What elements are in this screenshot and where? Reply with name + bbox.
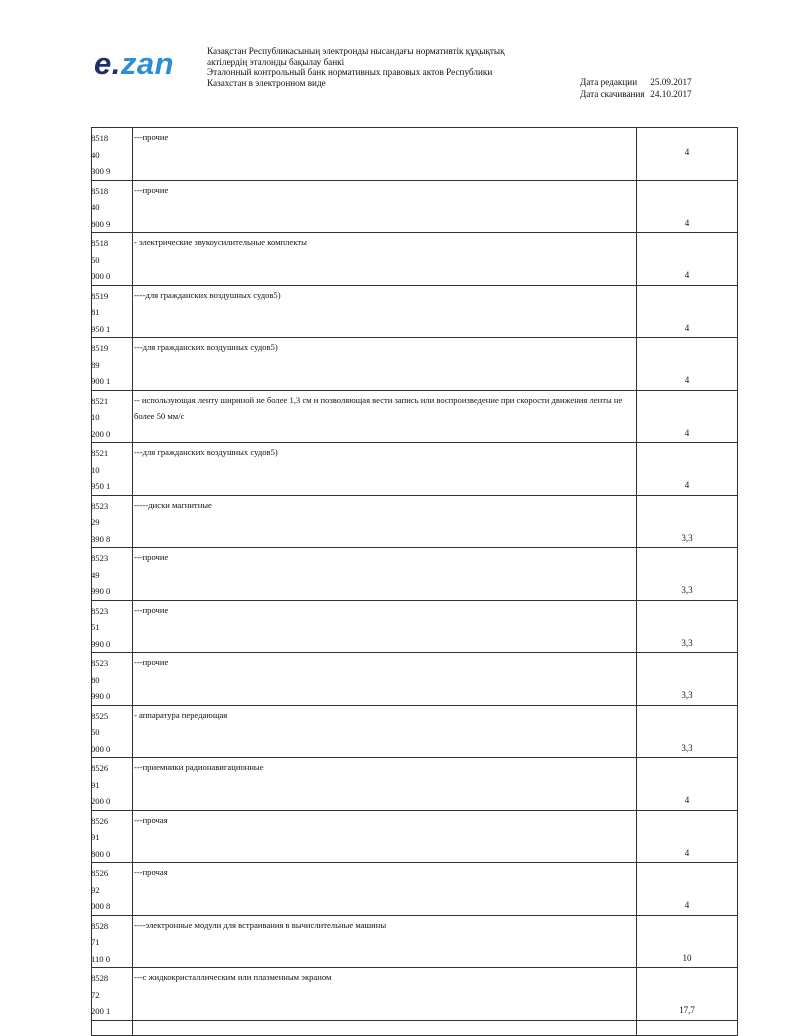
goods-description: ---прочие — [134, 604, 169, 615]
rate-cell — [637, 128, 738, 181]
table-row — [92, 653, 738, 706]
empty-cell — [133, 1020, 637, 1035]
hs-code-part: 50 — [91, 727, 100, 737]
ezan-logo — [94, 48, 174, 79]
rate-cell — [637, 863, 738, 916]
hs-code-part: 200 0 — [91, 428, 111, 439]
empty-cell — [637, 1020, 738, 1035]
duty-rate: 10 — [682, 952, 692, 963]
description-cell — [133, 810, 637, 863]
hs-code-part: 950 1 — [91, 481, 111, 491]
hs-code-part: 000 8 — [91, 901, 111, 911]
table-row — [92, 180, 738, 233]
hs-code — [91, 181, 132, 233]
code-cell — [92, 128, 133, 181]
code-cell — [92, 285, 133, 338]
code-cell — [92, 180, 133, 233]
rate-cell — [637, 338, 738, 391]
description-cell — [133, 705, 637, 758]
header-line: Казақстан Республикасының электронды нысандағы нормативтік құқықтық — [207, 46, 505, 56]
download-date-label: Дата скачивания — [580, 89, 645, 99]
goods-description: - аппаратура передающая — [134, 709, 228, 720]
rate-cell — [637, 653, 738, 706]
hs-code-part: 8523 — [91, 500, 109, 511]
table-row — [92, 863, 738, 916]
rate-cell — [637, 495, 738, 548]
description-cell — [133, 968, 637, 1021]
code-cell — [92, 233, 133, 286]
description-cell — [133, 758, 637, 811]
hs-code-part: 40 — [91, 202, 100, 212]
empty-cell — [92, 1020, 133, 1035]
rate-cell — [637, 443, 738, 496]
hs-code-part: 92 — [91, 884, 100, 895]
edition-date-row — [580, 76, 692, 88]
code-cell — [92, 915, 133, 968]
hs-code — [91, 601, 132, 653]
header-line: Эталонный контрольный банк нормативных правовых актов Республики — [207, 67, 493, 78]
hs-code-part: 8523 — [91, 553, 109, 563]
goods-description: ----для гражданских воздушных судов5) — [134, 289, 281, 300]
hs-code-part: 8526 — [91, 815, 109, 826]
goods-description: ---для гражданских воздушных судов5) — [134, 342, 278, 352]
code-cell — [92, 495, 133, 548]
table-row — [92, 600, 738, 653]
description-cell — [133, 653, 637, 706]
table-row — [92, 390, 738, 443]
hs-code-part: 110 0 — [91, 953, 111, 964]
rate-cell — [637, 600, 738, 653]
duty-rate: 4 — [684, 147, 690, 157]
rate-cell — [637, 548, 738, 601]
hs-code — [91, 653, 132, 705]
hs-code-part: 990 0 — [91, 691, 111, 701]
hs-code — [91, 811, 132, 863]
duty-rate: 3,3 — [681, 532, 693, 543]
description-cell — [133, 915, 637, 968]
hs-code-part: 8519 — [91, 290, 109, 301]
logo-dot: . — [111, 46, 121, 81]
hs-code — [91, 968, 132, 1020]
hs-code-part: 000 0 — [91, 271, 111, 281]
hs-code-part: 8528 — [91, 920, 109, 931]
rate-cell — [637, 285, 738, 338]
description-cell — [133, 180, 637, 233]
code-cell — [92, 705, 133, 758]
goods-description: -- использующая ленту шириной не более 1,3 см и позволяющая вести запись или воспроизведение при скорости движения ленты не более 50 мм/с — [134, 394, 623, 421]
hs-code-part: 80 — [91, 674, 100, 685]
table-row — [92, 915, 738, 968]
description-cell — [133, 285, 637, 338]
hs-code-part: 8523 — [91, 605, 109, 616]
hs-code-part: 8523 — [91, 658, 109, 668]
hs-code-part: 200 1 — [91, 1006, 111, 1016]
header-description — [207, 46, 567, 88]
hs-code-part: 8526 — [91, 868, 109, 878]
hs-code — [91, 758, 132, 810]
hs-code-part: 91 — [91, 832, 100, 842]
header-line: Казахстан в электронном виде — [207, 77, 326, 88]
hs-code-part: 8525 — [91, 710, 109, 721]
tariff-table-body — [92, 128, 738, 1036]
rate-cell — [637, 390, 738, 443]
hs-code — [91, 548, 132, 600]
goods-description: ---прочая — [134, 814, 168, 825]
code-cell — [92, 758, 133, 811]
header-dates — [580, 76, 692, 100]
logo-e: e — [94, 46, 112, 81]
goods-description: ---прочие — [134, 552, 169, 562]
table-row — [92, 968, 738, 1021]
edition-date-value: 25.09.2017 — [650, 77, 692, 87]
rate-cell — [637, 915, 738, 968]
description-cell — [133, 338, 637, 391]
description-cell — [133, 390, 637, 443]
code-cell — [92, 810, 133, 863]
table-row — [92, 443, 738, 496]
goods-description: ---приемники радионавигационные — [134, 762, 264, 772]
duty-rate: 3,3 — [681, 690, 693, 700]
hs-code-part: 8526 — [91, 763, 109, 773]
tariff-table — [91, 127, 738, 1036]
code-cell — [92, 653, 133, 706]
hs-code-part: 10 — [91, 464, 100, 475]
hs-code-part: 000 0 — [91, 743, 111, 754]
duty-rate: 4 — [684, 795, 690, 805]
duty-rate: 4 — [684, 217, 690, 228]
duty-rate: 3,3 — [681, 585, 693, 595]
description-cell — [133, 128, 637, 181]
hs-code-part: 800 9 — [91, 218, 111, 229]
description-cell — [133, 600, 637, 653]
code-cell — [92, 548, 133, 601]
table-row — [92, 495, 738, 548]
hs-code — [91, 863, 132, 915]
duty-rate: 17,7 — [679, 1005, 695, 1015]
description-cell — [133, 548, 637, 601]
logo-zan: zan — [120, 46, 175, 81]
rate-cell — [637, 968, 738, 1021]
goods-description: ---прочие — [134, 657, 169, 667]
hs-code-part: 89 — [91, 359, 100, 370]
hs-code — [91, 128, 132, 180]
code-cell — [92, 600, 133, 653]
hs-code-part: 200 0 — [91, 796, 111, 806]
hs-code-part: 8519 — [91, 343, 109, 353]
description-cell — [133, 443, 637, 496]
duty-rate: 4 — [684, 480, 690, 490]
hs-code-part: 10 — [91, 412, 100, 422]
goods-description: ---с жидкокристаллическим или плазменным экраном — [134, 972, 332, 982]
hs-code-part: 300 9 — [91, 166, 111, 176]
hs-code-part: 81 — [91, 307, 100, 317]
hs-code-part: 91 — [91, 779, 100, 790]
download-date-row — [580, 88, 692, 100]
goods-description: - электрические звукоусилительные комплекты — [134, 237, 307, 247]
hs-code — [91, 443, 132, 495]
table-row — [92, 548, 738, 601]
hs-code-part: 900 1 — [91, 376, 111, 386]
hs-code — [91, 286, 132, 338]
hs-code-part: 8518 — [91, 185, 109, 196]
download-date-value: 24.10.2017 — [650, 89, 692, 99]
goods-description: ----электронные модули для встраивания в вычислительные машины — [134, 919, 387, 930]
hs-code — [91, 706, 132, 758]
hs-code-part: 29 — [91, 517, 100, 527]
hs-code-part: 49 — [91, 569, 100, 580]
table-row-empty — [92, 1020, 738, 1035]
edition-date-label: Дата редакции — [580, 77, 638, 87]
duty-rate: 4 — [684, 847, 690, 858]
hs-code — [91, 338, 132, 390]
description-cell — [133, 495, 637, 548]
code-cell — [92, 443, 133, 496]
hs-code-part: 990 0 — [91, 586, 111, 596]
duty-rate: 3,3 — [681, 637, 693, 648]
code-cell — [92, 968, 133, 1021]
table-row — [92, 705, 738, 758]
table-row — [92, 338, 738, 391]
hs-code-part: 8518 — [91, 133, 109, 143]
hs-code — [91, 496, 132, 548]
hs-code-part: 50 — [91, 254, 100, 265]
hs-code-part: 390 8 — [91, 533, 111, 544]
goods-description: -----диски магнитные — [134, 499, 212, 510]
hs-code-part: 51 — [91, 622, 100, 632]
code-cell — [92, 338, 133, 391]
rate-cell — [637, 705, 738, 758]
hs-code-part: 990 0 — [91, 638, 111, 649]
goods-description: ---прочие — [134, 132, 169, 142]
hs-code-part: 8518 — [91, 238, 109, 248]
duty-rate: 3,3 — [681, 742, 693, 753]
hs-code-part: 8521 — [91, 448, 109, 458]
table-row — [92, 233, 738, 286]
duty-rate: 4 — [684, 427, 690, 438]
rate-cell — [637, 758, 738, 811]
hs-code-part: 950 1 — [91, 323, 111, 334]
rate-cell — [637, 180, 738, 233]
duty-rate: 4 — [684, 270, 690, 280]
header-line: актілердің эталонды бақылау банкі — [207, 56, 345, 67]
table-row — [92, 758, 738, 811]
hs-code — [91, 916, 132, 968]
hs-code-part: 8521 — [91, 395, 109, 406]
table-row — [92, 285, 738, 338]
table-row — [92, 128, 738, 181]
description-cell — [133, 863, 637, 916]
duty-rate: 4 — [684, 322, 690, 333]
duty-rate: 4 — [684, 900, 690, 910]
goods-description: ---прочие — [134, 184, 169, 195]
hs-code-part: 8528 — [91, 973, 109, 983]
hs-code-part: 71 — [91, 937, 100, 947]
rate-cell — [637, 810, 738, 863]
table-row — [92, 810, 738, 863]
code-cell — [92, 863, 133, 916]
hs-code — [91, 391, 132, 443]
goods-description: ---для гражданских воздушных судов5) — [134, 447, 278, 457]
hs-code-part: 72 — [91, 989, 100, 1000]
hs-code-part: 800 0 — [91, 848, 111, 859]
description-cell — [133, 233, 637, 286]
code-cell — [92, 390, 133, 443]
duty-rate: 4 — [684, 375, 690, 385]
hs-code-part: 40 — [91, 149, 100, 160]
rate-cell — [637, 233, 738, 286]
goods-description: ---прочая — [134, 867, 168, 877]
hs-code — [91, 233, 132, 285]
